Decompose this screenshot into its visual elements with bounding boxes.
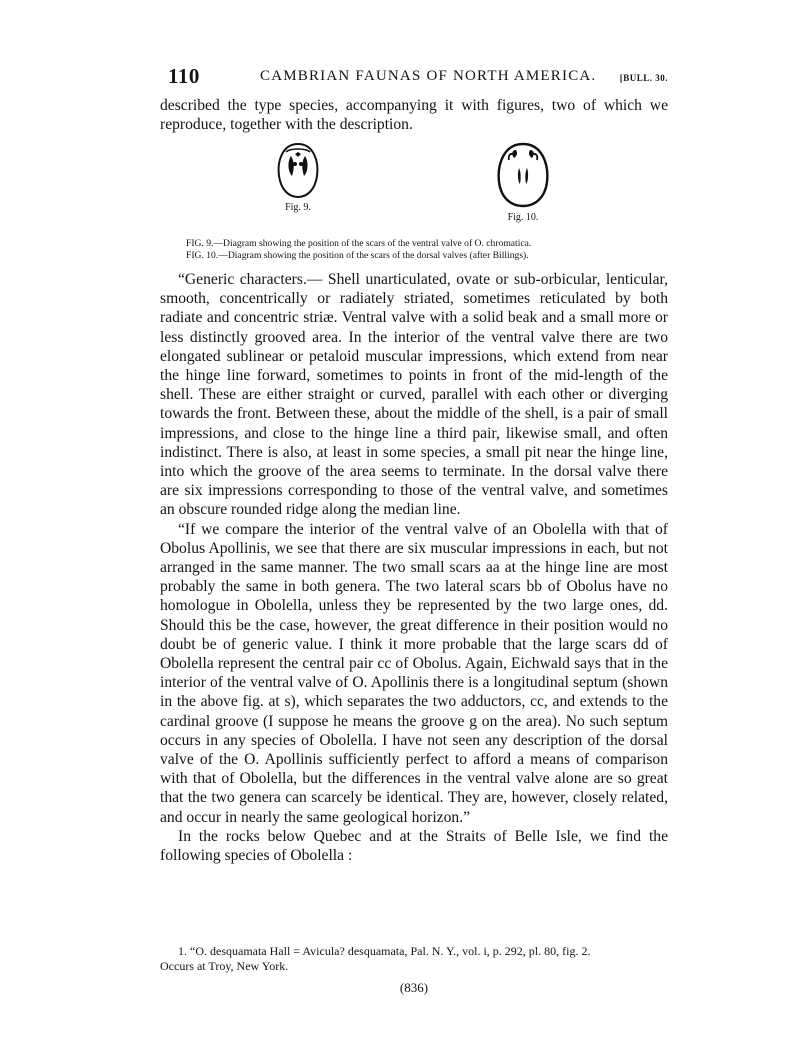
figure-10-label: Fig. 10. [507,212,539,223]
figure-10-caption: FIG. 10.—Diagram showing the position of the scars of the dorsal valves (after Billings). [186,250,529,261]
page-number: 110 [168,64,200,88]
footnote [160,944,668,973]
running-title: CAMBRIAN FAUNAS OF NORTH AMERICA. [260,68,597,84]
figure-captions [186,238,666,262]
figure-9-caption: FIG. 9.—Diagram showing the position of the scars of the ventral valve of O. chromatica. [186,238,532,249]
figure-9 [268,140,328,213]
comparison-paragraph: “If we compare the interior of the ventral valve of an Obolella with that of Obolus Apollinis, we see that there are six muscular impressions in each, but not arranged in the same manner. The two small scars aa at the hinge line are most probably the same in both genera. The two lateral scars bb of Obolus have no homologue in Obolella, unless they be represented by the two large ones, dd. Should this be the case, however, the great difference in their position would no doubt be of generic value. I think it more probable that the large scars dd of Obolella represent the central pair cc of Obolus. Again, Eichwald says that in the interior of the ventral valve of O. Apollinis there is a longitudinal septum (shown in the above fig. at s), which separates the two adductors, cc, and extends to the cardinal groove (I suppose he means the groove g on the area). No such septum occurs in any species of Obolella. I have not seen any description of the dorsal valve of the O. Apollinis sufficiently perfect to afford a means of comparison with that of Obolella, but the differences in the ventral valve alone are so great that the two genera can scarcely be identical. They are, however, closely related, and occur in nearly the same geological horizon.” [160,520,668,826]
intro-paragraph: described the type species, accompanying it with figures, two of which we reproduce, together with the description. [160,97,668,134]
main-text [160,270,668,865]
figure-10 [488,140,558,223]
footnote-locality: Occurs at Troy, New York. [160,958,289,973]
species-intro-paragraph: In the rocks below Quebec and at the Straits of Belle Isle, we find the following species of Obolella : [160,827,668,865]
dorsal-valve-diagram [494,140,552,210]
bulletin-reference: [BULL. 30. [619,73,668,83]
footnote-citation: 1. “O. desquamata Hall = Avicula? desquamata, Pal. N. Y., vol. i, p. 292, pl. 80, fig. 2. [178,944,591,958]
generic-characters-paragraph: “Generic characters.— Shell unarticulated, ovate or sub-orbicular, lenticular, smooth, concentrically or radiately striated, sometimes reticulated by both radiate and concentric striæ. Ventral valve with a solid beak and a small more or less distinctly grooved area. In the interior of the ventral valve there are two elongated sublinear or petaloid muscular impressions, which extend from near the hinge line forward, sometimes to points in front of the mid-length of the shell. These are either straight or curved, parallel with each other or diverging towards the front. Between these, about the middle of the shell, is a pair of small impressions, and close to the hinge line a third pair, likewise small, and often indistinct. There is also, at least in some species, a small pit near the hinge line, into which the groove of the area seems to terminate. In the dorsal valve there are six impressions corresponding to those of the ventral valve, and sometimes an obscure rounded ridge along the median line. [160,271,668,519]
page-footer-number: (836) [399,980,429,995]
ventral-valve-diagram [274,140,322,200]
page-header [168,64,668,92]
figure-row [160,140,668,236]
figure-9-label: Fig. 9. [285,202,311,213]
